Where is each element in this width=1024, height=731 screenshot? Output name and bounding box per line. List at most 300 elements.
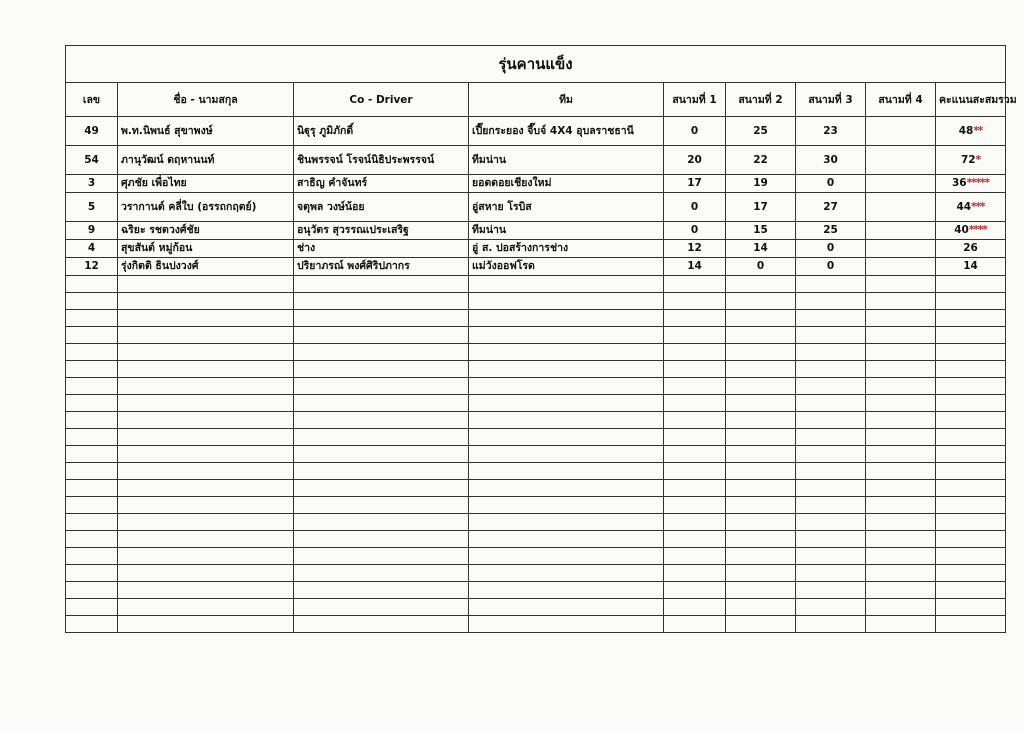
empty-cell xyxy=(726,429,796,446)
empty-cell xyxy=(294,616,469,633)
cell-total xyxy=(936,175,1006,193)
empty-cell xyxy=(66,344,118,361)
score-sheet xyxy=(65,45,1017,633)
empty-cell xyxy=(469,361,664,378)
empty-row xyxy=(66,378,1006,395)
header-team: ทีม xyxy=(469,83,664,117)
empty-cell xyxy=(936,446,1006,463)
empty-cell xyxy=(294,446,469,463)
empty-cell xyxy=(118,327,294,344)
cell-stage-2: 15 xyxy=(726,222,796,240)
cell-stage-3: 25 xyxy=(796,222,866,240)
cell-total xyxy=(936,117,1006,146)
empty-cell xyxy=(936,344,1006,361)
empty-cell xyxy=(118,463,294,480)
empty-cell xyxy=(796,531,866,548)
empty-cell xyxy=(726,463,796,480)
empty-cell xyxy=(664,616,726,633)
empty-cell xyxy=(726,276,796,293)
empty-cell xyxy=(66,327,118,344)
empty-cell xyxy=(469,276,664,293)
empty-cell xyxy=(866,310,936,327)
cell-stage-3: 0 xyxy=(796,258,866,276)
cell-stage-1: 0 xyxy=(664,193,726,222)
empty-cell xyxy=(294,293,469,310)
cell-stage-4 xyxy=(866,146,936,175)
empty-cell xyxy=(294,327,469,344)
total-value: 14 xyxy=(963,260,978,272)
empty-cell xyxy=(796,480,866,497)
cell-team: เปี๊ยกระยอง จี๊บจ์ 4X4 อุบลราชธานี xyxy=(469,117,664,146)
cell-codriver: สาธิญ คำจันทร์ xyxy=(294,175,469,193)
empty-cell xyxy=(936,310,1006,327)
empty-cell xyxy=(936,293,1006,310)
empty-row xyxy=(66,463,1006,480)
empty-cell xyxy=(726,293,796,310)
empty-cell xyxy=(726,497,796,514)
empty-cell xyxy=(118,599,294,616)
empty-cell xyxy=(726,310,796,327)
empty-cell xyxy=(664,446,726,463)
cell-stage-1: 17 xyxy=(664,175,726,193)
empty-cell xyxy=(796,582,866,599)
empty-cell xyxy=(664,293,726,310)
empty-cell xyxy=(66,276,118,293)
empty-cell xyxy=(796,276,866,293)
cell-stage-2: 0 xyxy=(726,258,796,276)
empty-cell xyxy=(118,582,294,599)
cell-no: 5 xyxy=(66,193,118,222)
rank-stars: *** xyxy=(971,200,985,213)
header-stage-2: สนามที่ 2 xyxy=(726,83,796,117)
empty-cell xyxy=(118,446,294,463)
empty-cell xyxy=(866,276,936,293)
empty-cell xyxy=(936,361,1006,378)
cell-codriver: นิฐุรุ ภูมิภักดิ์ xyxy=(294,117,469,146)
empty-row xyxy=(66,446,1006,463)
empty-cell xyxy=(664,344,726,361)
table-row xyxy=(66,117,1006,146)
header-name: ชื่อ - นามสกุล xyxy=(118,83,294,117)
empty-cell xyxy=(936,531,1006,548)
empty-cell xyxy=(118,378,294,395)
empty-cell xyxy=(796,293,866,310)
header-stage-1: สนามที่ 1 xyxy=(664,83,726,117)
empty-cell xyxy=(664,276,726,293)
cell-name: รุ่งกิตติ ธินปงวงศ์ xyxy=(118,258,294,276)
empty-cell xyxy=(866,616,936,633)
empty-row xyxy=(66,293,1006,310)
cell-team: ทีมน่าน xyxy=(469,146,664,175)
empty-cell xyxy=(294,412,469,429)
empty-cell xyxy=(469,429,664,446)
empty-cell xyxy=(726,395,796,412)
cell-codriver: จตุพล วงษ์น้อย xyxy=(294,193,469,222)
empty-row xyxy=(66,344,1006,361)
header-total: คะแนนสะสมรวม xyxy=(936,83,1006,117)
cell-codriver: ปริยาภรณ์ พงศ์ศิริปภากร xyxy=(294,258,469,276)
cell-stage-1: 0 xyxy=(664,117,726,146)
empty-cell xyxy=(118,412,294,429)
empty-cell xyxy=(294,361,469,378)
cell-stage-3: 0 xyxy=(796,240,866,258)
cell-total xyxy=(936,146,1006,175)
empty-row xyxy=(66,276,1006,293)
total-value: 36 xyxy=(951,177,967,189)
empty-cell xyxy=(936,412,1006,429)
empty-row xyxy=(66,412,1006,429)
empty-cell xyxy=(469,531,664,548)
empty-cell xyxy=(66,514,118,531)
empty-cell xyxy=(294,480,469,497)
cell-name: วรากานต์ คลี่ใบ (อรรถกฤตย์) xyxy=(118,193,294,222)
empty-cell xyxy=(796,548,866,565)
empty-cell xyxy=(866,412,936,429)
empty-cell xyxy=(866,293,936,310)
empty-cell xyxy=(796,327,866,344)
empty-cell xyxy=(66,497,118,514)
rank-stars: ***** xyxy=(966,177,990,189)
empty-row xyxy=(66,361,1006,378)
empty-cell xyxy=(936,616,1006,633)
empty-cell xyxy=(726,514,796,531)
empty-cell xyxy=(936,276,1006,293)
empty-cell xyxy=(469,599,664,616)
empty-cell xyxy=(796,395,866,412)
empty-row xyxy=(66,582,1006,599)
empty-cell xyxy=(469,514,664,531)
cell-no: 54 xyxy=(66,146,118,175)
cell-total xyxy=(936,240,1006,258)
empty-cell xyxy=(294,276,469,293)
empty-cell xyxy=(118,548,294,565)
empty-cell xyxy=(664,429,726,446)
empty-cell xyxy=(469,412,664,429)
empty-cell xyxy=(294,599,469,616)
cell-stage-2: 19 xyxy=(726,175,796,193)
empty-cell xyxy=(866,429,936,446)
empty-cell xyxy=(294,582,469,599)
empty-cell xyxy=(664,463,726,480)
table-row xyxy=(66,146,1006,175)
empty-cell xyxy=(726,412,796,429)
empty-cell xyxy=(118,565,294,582)
empty-row xyxy=(66,514,1006,531)
table-title: รุ่นคานแข็ง xyxy=(66,46,1006,83)
cell-stage-4 xyxy=(866,175,936,193)
empty-cell xyxy=(936,565,1006,582)
empty-cell xyxy=(726,361,796,378)
empty-cell xyxy=(66,429,118,446)
empty-cell xyxy=(664,412,726,429)
empty-cell xyxy=(796,599,866,616)
empty-cell xyxy=(866,565,936,582)
empty-row xyxy=(66,395,1006,412)
empty-row xyxy=(66,531,1006,548)
empty-cell xyxy=(66,293,118,310)
cell-codriver: ชินพรรจน์ โรจน์นิธิประพรรจน์ xyxy=(294,146,469,175)
empty-cell xyxy=(936,497,1006,514)
cell-no: 3 xyxy=(66,175,118,193)
cell-stage-3: 30 xyxy=(796,146,866,175)
cell-stage-2: 17 xyxy=(726,193,796,222)
empty-cell xyxy=(726,446,796,463)
cell-stage-1: 20 xyxy=(664,146,726,175)
empty-cell xyxy=(866,480,936,497)
empty-cell xyxy=(796,429,866,446)
empty-cell xyxy=(469,480,664,497)
cell-stage-4 xyxy=(866,258,936,276)
empty-cell xyxy=(796,412,866,429)
empty-cell xyxy=(66,582,118,599)
cell-stage-1: 12 xyxy=(664,240,726,258)
empty-cell xyxy=(866,327,936,344)
cell-name: พ.ท.นิพนธ์ สุขาพงษ์ xyxy=(118,117,294,146)
table-row xyxy=(66,240,1006,258)
empty-cell xyxy=(664,327,726,344)
empty-cell xyxy=(664,480,726,497)
empty-cell xyxy=(469,582,664,599)
empty-cell xyxy=(866,378,936,395)
empty-row xyxy=(66,565,1006,582)
empty-cell xyxy=(469,463,664,480)
empty-cell xyxy=(866,548,936,565)
empty-row xyxy=(66,599,1006,616)
empty-cell xyxy=(866,531,936,548)
empty-cell xyxy=(726,599,796,616)
empty-cell xyxy=(118,514,294,531)
empty-cell xyxy=(664,378,726,395)
empty-cell xyxy=(294,310,469,327)
cell-stage-1: 14 xyxy=(664,258,726,276)
header-stage-3: สนามที่ 3 xyxy=(796,83,866,117)
empty-cell xyxy=(936,378,1006,395)
cell-total xyxy=(936,193,1006,222)
cell-stage-2: 25 xyxy=(726,117,796,146)
empty-row xyxy=(66,548,1006,565)
empty-cell xyxy=(664,599,726,616)
empty-cell xyxy=(936,463,1006,480)
empty-cell xyxy=(936,429,1006,446)
empty-cell xyxy=(726,480,796,497)
empty-cell xyxy=(796,361,866,378)
cell-codriver: ช่าง xyxy=(294,240,469,258)
empty-cell xyxy=(294,497,469,514)
empty-row xyxy=(66,480,1006,497)
empty-cell xyxy=(118,531,294,548)
empty-cell xyxy=(936,480,1006,497)
empty-cell xyxy=(469,293,664,310)
empty-cell xyxy=(294,429,469,446)
empty-cell xyxy=(469,378,664,395)
empty-cell xyxy=(866,395,936,412)
empty-cell xyxy=(664,310,726,327)
table-row xyxy=(66,222,1006,240)
empty-cell xyxy=(469,446,664,463)
empty-cell xyxy=(66,310,118,327)
empty-cell xyxy=(66,565,118,582)
empty-cell xyxy=(726,582,796,599)
empty-cell xyxy=(118,616,294,633)
empty-cell xyxy=(66,361,118,378)
cell-stage-2: 22 xyxy=(726,146,796,175)
empty-cell xyxy=(726,548,796,565)
empty-cell xyxy=(469,310,664,327)
empty-cell xyxy=(294,395,469,412)
cell-team: อู่สหาย โรบิส xyxy=(469,193,664,222)
empty-cell xyxy=(469,616,664,633)
empty-cell xyxy=(118,276,294,293)
cell-stage-2: 14 xyxy=(726,240,796,258)
empty-cell xyxy=(469,327,664,344)
cell-codriver: อนุวัตร สุวรรณเประเสริฐ xyxy=(294,222,469,240)
empty-cell xyxy=(796,565,866,582)
empty-cell xyxy=(866,514,936,531)
empty-cell xyxy=(66,378,118,395)
total-value: 40 xyxy=(954,224,969,236)
empty-cell xyxy=(118,395,294,412)
rank-stars: **** xyxy=(968,224,987,236)
header-codriver: Co - Driver xyxy=(294,83,469,117)
empty-cell xyxy=(726,565,796,582)
empty-cell xyxy=(294,548,469,565)
empty-cell xyxy=(294,378,469,395)
empty-cell xyxy=(796,446,866,463)
cell-total xyxy=(936,258,1006,276)
cell-team: ยอดดอยเชียงใหม่ xyxy=(469,175,664,193)
empty-row xyxy=(66,327,1006,344)
empty-cell xyxy=(796,344,866,361)
empty-row xyxy=(66,429,1006,446)
empty-cell xyxy=(66,599,118,616)
empty-cell xyxy=(866,599,936,616)
rank-stars: * xyxy=(975,153,981,166)
cell-stage-3: 0 xyxy=(796,175,866,193)
empty-cell xyxy=(469,395,664,412)
total-value: 44 xyxy=(956,200,972,213)
total-value: 26 xyxy=(963,242,978,254)
total-value: 48 xyxy=(958,124,974,137)
empty-cell xyxy=(66,412,118,429)
empty-cell xyxy=(469,548,664,565)
cell-stage-3: 27 xyxy=(796,193,866,222)
cell-team: ทีมน่าน xyxy=(469,222,664,240)
empty-cell xyxy=(118,310,294,327)
empty-cell xyxy=(664,582,726,599)
cell-team: อู่ ส. ปอสร้างการช่าง xyxy=(469,240,664,258)
empty-cell xyxy=(294,463,469,480)
empty-row xyxy=(66,616,1006,633)
cell-name: ภานุวัฒน์ ดฤหานนท์ xyxy=(118,146,294,175)
empty-cell xyxy=(866,361,936,378)
empty-cell xyxy=(294,514,469,531)
cell-name: สุขสันต์ หมู่ก้อน xyxy=(118,240,294,258)
empty-cell xyxy=(866,497,936,514)
empty-cell xyxy=(796,378,866,395)
empty-cell xyxy=(866,463,936,480)
empty-cell xyxy=(936,599,1006,616)
empty-cell xyxy=(66,446,118,463)
empty-cell xyxy=(726,327,796,344)
empty-row xyxy=(66,497,1006,514)
cell-team: แม่วังออฟโรด xyxy=(469,258,664,276)
empty-cell xyxy=(66,548,118,565)
cell-stage-3: 23 xyxy=(796,117,866,146)
empty-cell xyxy=(866,582,936,599)
empty-cell xyxy=(664,395,726,412)
empty-cell xyxy=(796,497,866,514)
empty-cell xyxy=(936,514,1006,531)
cell-no: 12 xyxy=(66,258,118,276)
empty-cell xyxy=(866,446,936,463)
empty-cell xyxy=(664,497,726,514)
table-body xyxy=(66,117,1006,633)
table-row xyxy=(66,175,1006,193)
empty-cell xyxy=(664,548,726,565)
empty-cell xyxy=(118,429,294,446)
cell-stage-4 xyxy=(866,240,936,258)
empty-cell xyxy=(936,548,1006,565)
empty-cell xyxy=(664,361,726,378)
empty-cell xyxy=(796,310,866,327)
header-no: เลข xyxy=(66,83,118,117)
results-table xyxy=(65,45,1017,633)
empty-cell xyxy=(66,531,118,548)
cell-stage-4 xyxy=(866,193,936,222)
cell-name: ศุภชัย เพื่อไทย xyxy=(118,175,294,193)
empty-cell xyxy=(469,565,664,582)
empty-cell xyxy=(936,582,1006,599)
header-stage-4: สนามที่ 4 xyxy=(866,83,936,117)
cell-name: ฉริยะ รชตวงศ์ชัย xyxy=(118,222,294,240)
empty-cell xyxy=(936,327,1006,344)
empty-cell xyxy=(726,531,796,548)
empty-cell xyxy=(118,293,294,310)
empty-cell xyxy=(726,344,796,361)
empty-cell xyxy=(866,344,936,361)
empty-cell xyxy=(796,463,866,480)
empty-cell xyxy=(294,531,469,548)
cell-no: 9 xyxy=(66,222,118,240)
rank-stars: ** xyxy=(973,124,983,137)
cell-total xyxy=(936,222,1006,240)
empty-cell xyxy=(726,616,796,633)
empty-cell xyxy=(664,565,726,582)
cell-no: 4 xyxy=(66,240,118,258)
empty-cell xyxy=(66,616,118,633)
empty-cell xyxy=(118,480,294,497)
empty-cell xyxy=(118,361,294,378)
empty-cell xyxy=(118,497,294,514)
empty-cell xyxy=(118,344,294,361)
empty-cell xyxy=(294,344,469,361)
total-value: 72 xyxy=(960,153,976,166)
empty-cell xyxy=(664,514,726,531)
table-row xyxy=(66,193,1006,222)
empty-row xyxy=(66,310,1006,327)
cell-stage-4 xyxy=(866,117,936,146)
table-row xyxy=(66,258,1006,276)
cell-no: 49 xyxy=(66,117,118,146)
empty-cell xyxy=(796,616,866,633)
cell-stage-1: 0 xyxy=(664,222,726,240)
cell-stage-4 xyxy=(866,222,936,240)
empty-cell xyxy=(66,395,118,412)
empty-cell xyxy=(796,514,866,531)
empty-cell xyxy=(294,565,469,582)
empty-cell xyxy=(66,463,118,480)
empty-cell xyxy=(469,497,664,514)
